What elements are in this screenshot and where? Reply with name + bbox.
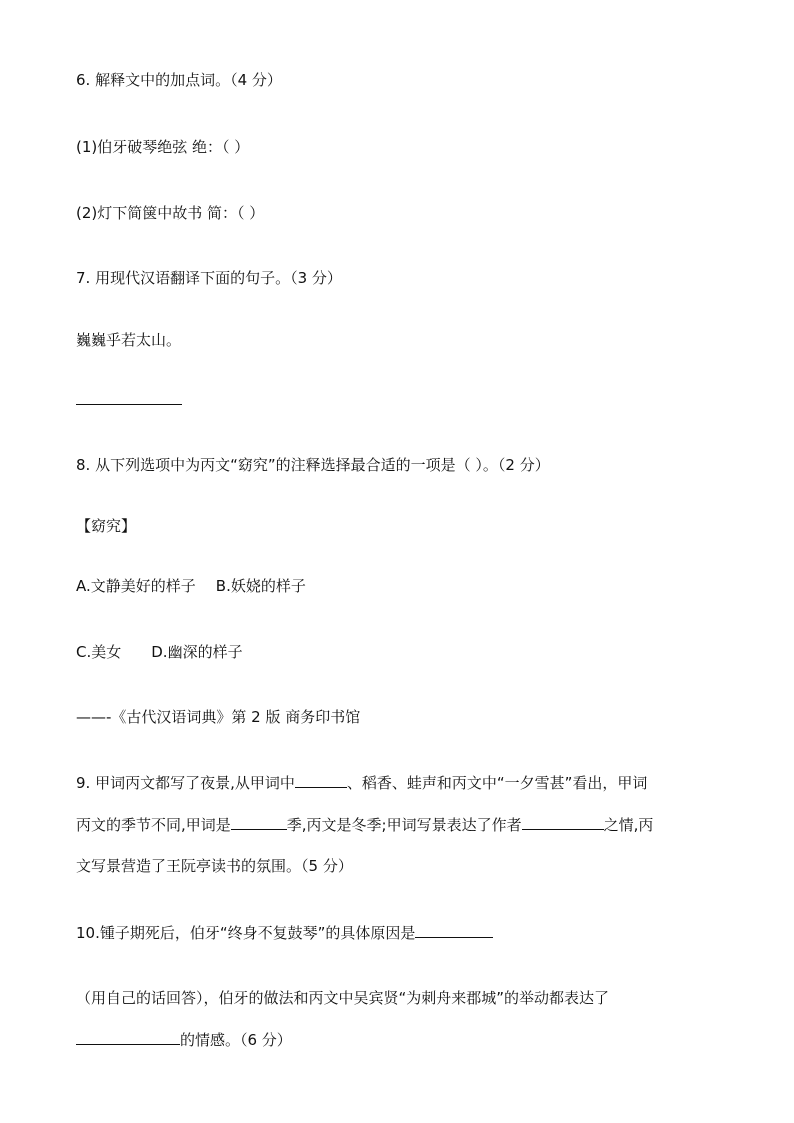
q7-title: 7. 用现代汉语翻译下面的句子。（3 分） bbox=[76, 269, 342, 287]
q8-option-a[interactable]: A.文静美好的样子 bbox=[76, 577, 196, 595]
q8-option-c[interactable]: C.美女 bbox=[76, 643, 122, 661]
q10-blank-2[interactable] bbox=[76, 1030, 180, 1045]
q8-option-d[interactable]: D.幽深的样子 bbox=[151, 643, 243, 661]
q8-source: ——-《古代汉语词典》第 2 版 商务印书馆 bbox=[76, 708, 361, 726]
q9-blank-2[interactable] bbox=[231, 815, 287, 830]
q6-title: 6. 解释文中的加点词。（4 分） bbox=[76, 71, 282, 89]
q7-answer-blank[interactable] bbox=[76, 390, 182, 410]
q10-line-3: 的情感。（6 分） bbox=[76, 1030, 292, 1050]
q9-line-1: 9. 甲词丙文都写了夜景,从甲词中 、稻香、蛙声和丙文中“一夕雪甚”看出，甲词 bbox=[76, 774, 648, 792]
q9-blank-3[interactable] bbox=[522, 815, 604, 830]
q10-blank-1[interactable] bbox=[415, 923, 493, 938]
q9-blank-1[interactable] bbox=[295, 773, 347, 788]
q10-line-2: （用自己的话回答），伯牙的做法和丙文中吴宾贤“为刺舟来郡城”的举动都表达了 bbox=[76, 989, 610, 1007]
q8-option-b[interactable]: B.妖娆的样子 bbox=[215, 577, 306, 595]
q10-line-1: 10.锺子期死后，伯牙“终身不复鼓琴”的具体原因是 bbox=[76, 923, 493, 943]
q8-entry-word: 【窈究】 bbox=[76, 517, 137, 535]
q6-item-2: (2)灯下简箧中故书 简：（ ） bbox=[76, 204, 265, 222]
q8-options-cd bbox=[76, 642, 243, 662]
q9-line-3: 文写景营造了王阮亭读书的氛围。（5 分） bbox=[76, 857, 353, 875]
q6-item-1: (1)伯牙破琴绝弦 绝：（ ） bbox=[76, 138, 250, 156]
q8-options-ab bbox=[76, 576, 306, 596]
q7-sentence: 巍巍乎若太山。 bbox=[76, 331, 182, 349]
q8-title: 8. 从下列选项中为丙文“窈究”的注释选择最合适的一项是（ ）。（2 分） bbox=[76, 456, 550, 474]
q9-line-2: 丙文的季节不同,甲词是 季,丙文是冬季;甲词写景表达了作者 之情,丙 bbox=[76, 816, 654, 834]
